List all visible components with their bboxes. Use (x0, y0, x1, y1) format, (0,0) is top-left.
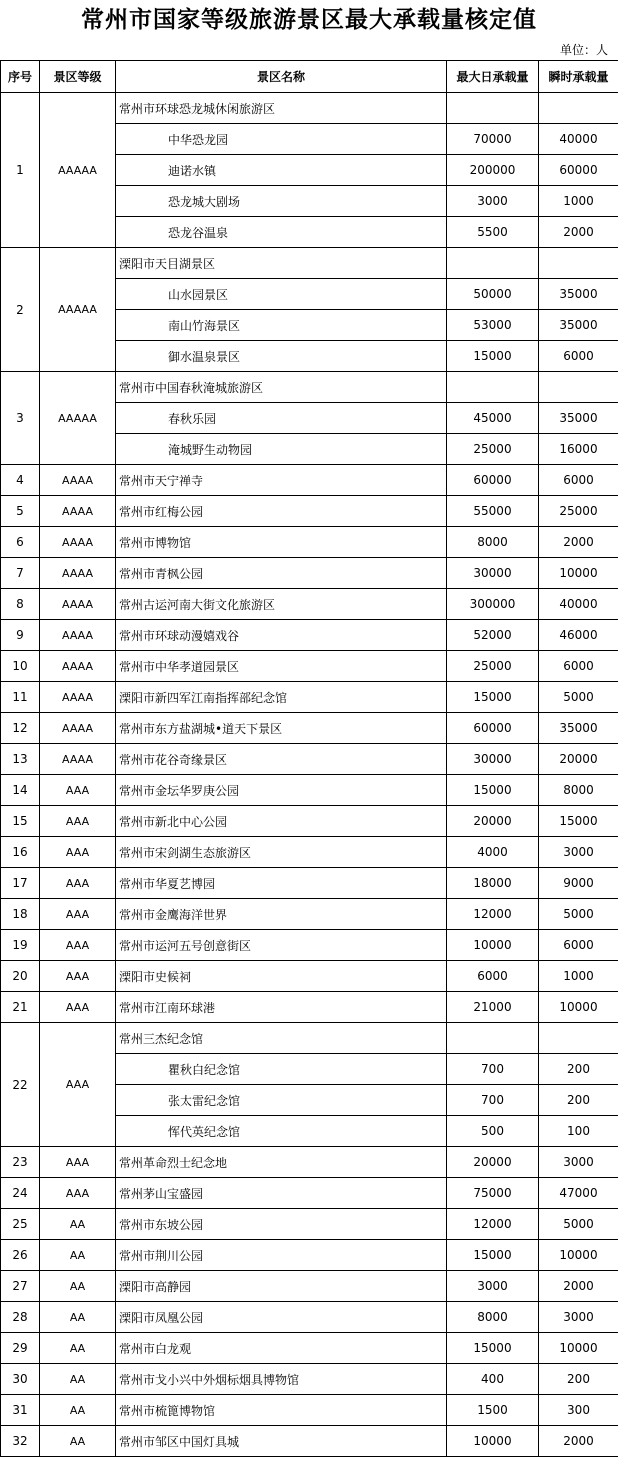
row-grade: AAAAA (40, 93, 116, 248)
row-number: 4 (1, 465, 40, 496)
max-daily-capacity: 8000 (447, 1302, 539, 1333)
row-number: 25 (1, 1209, 40, 1240)
instant-capacity: 35000 (539, 310, 618, 341)
row-number: 12 (1, 713, 40, 744)
table-row (1, 1333, 618, 1364)
unit-label: 单位：人 (559, 43, 608, 57)
table-row (1, 806, 618, 837)
max-daily-capacity: 30000 (447, 558, 539, 589)
row-number: 28 (1, 1302, 40, 1333)
scenic-area-name: 常州市青枫公园 (116, 558, 447, 589)
max-daily-capacity: 30000 (447, 744, 539, 775)
max-daily-capacity: 10000 (447, 1426, 539, 1457)
scenic-area-name: 常州市天宁禅寺 (116, 465, 447, 496)
sub-area-name: 山水园景区 (116, 279, 447, 310)
table-row (1, 1364, 618, 1395)
row-number: 3 (1, 372, 40, 465)
scenic-area-name: 常州茅山宝盛园 (116, 1178, 447, 1209)
max-daily-capacity: 500 (447, 1116, 539, 1147)
row-grade: AAAA (40, 651, 116, 682)
max-daily-capacity: 15000 (447, 775, 539, 806)
instant-capacity: 6000 (539, 930, 618, 961)
scenic-area-name: 溧阳市新四军江南指挥部纪念馆 (116, 682, 447, 713)
instant-capacity (539, 248, 618, 279)
table-row (1, 899, 618, 930)
row-grade: AAA (40, 899, 116, 930)
table-row (1, 868, 618, 899)
max-daily-capacity: 12000 (447, 1209, 539, 1240)
max-daily-capacity: 15000 (447, 341, 539, 372)
row-grade: AAA (40, 868, 116, 899)
instant-capacity (539, 372, 618, 403)
instant-capacity: 8000 (539, 775, 618, 806)
table-row (1, 465, 618, 496)
max-daily-capacity: 21000 (447, 992, 539, 1023)
instant-capacity: 15000 (539, 806, 618, 837)
row-number: 14 (1, 775, 40, 806)
table-row (1, 1178, 618, 1209)
scenic-area-name: 溧阳市凤凰公园 (116, 1302, 447, 1333)
row-number: 9 (1, 620, 40, 651)
instant-capacity: 1000 (539, 961, 618, 992)
sub-area-name: 张太雷纪念馆 (116, 1085, 447, 1116)
scenic-area-name: 常州市红梅公园 (116, 496, 447, 527)
page-title: 常州市国家等级旅游景区最大承载量核定值 (81, 6, 537, 33)
row-number: 13 (1, 744, 40, 775)
row-grade: AAAA (40, 496, 116, 527)
instant-capacity: 5000 (539, 1209, 618, 1240)
row-number: 17 (1, 868, 40, 899)
max-daily-capacity: 700 (447, 1085, 539, 1116)
row-grade: AAA (40, 837, 116, 868)
instant-capacity: 200 (539, 1054, 618, 1085)
header-name: 景区名称 (116, 61, 447, 93)
row-grade: AAAA (40, 744, 116, 775)
instant-capacity: 16000 (539, 434, 618, 465)
instant-capacity: 5000 (539, 899, 618, 930)
max-daily-capacity: 300000 (447, 589, 539, 620)
instant-capacity: 10000 (539, 558, 618, 589)
row-number: 20 (1, 961, 40, 992)
scenic-area-name: 常州市江南环球港 (116, 992, 447, 1023)
scenic-area-name: 常州市东方盐湖城•道天下景区 (116, 713, 447, 744)
scenic-area-name: 常州市东坡公园 (116, 1209, 447, 1240)
table-row (1, 1209, 618, 1240)
scenic-area-name: 溧阳市天目湖景区 (116, 248, 447, 279)
instant-capacity (539, 1023, 618, 1054)
scenic-area-name: 常州市中华孝道园景区 (116, 651, 447, 682)
scenic-area-name: 常州市中国春秋淹城旅游区 (116, 372, 447, 403)
scenic-area-name: 常州市戈小兴中外烟标烟具博物馆 (116, 1364, 447, 1395)
sub-area-name: 瞿秋白纪念馆 (116, 1054, 447, 1085)
scenic-area-name: 常州市荆川公园 (116, 1240, 447, 1271)
table-row (1, 93, 618, 124)
max-daily-capacity: 18000 (447, 868, 539, 899)
max-daily-capacity: 75000 (447, 1178, 539, 1209)
row-number: 30 (1, 1364, 40, 1395)
capacity-table (0, 60, 618, 1457)
instant-capacity: 35000 (539, 713, 618, 744)
instant-capacity: 100 (539, 1116, 618, 1147)
instant-capacity: 35000 (539, 279, 618, 310)
scenic-area-name: 常州革命烈士纪念地 (116, 1147, 447, 1178)
row-number: 29 (1, 1333, 40, 1364)
max-daily-capacity: 4000 (447, 837, 539, 868)
instant-capacity: 3000 (539, 837, 618, 868)
table-row (1, 961, 618, 992)
scenic-area-name: 常州市华夏艺博园 (116, 868, 447, 899)
row-grade: AA (40, 1426, 116, 1457)
max-daily-capacity: 25000 (447, 651, 539, 682)
table-row (1, 248, 618, 279)
row-number: 22 (1, 1023, 40, 1147)
row-number: 15 (1, 806, 40, 837)
sub-area-name: 南山竹海景区 (116, 310, 447, 341)
scenic-area-name: 常州三杰纪念馆 (116, 1023, 447, 1054)
instant-capacity: 5000 (539, 682, 618, 713)
instant-capacity: 20000 (539, 744, 618, 775)
instant-capacity: 40000 (539, 124, 618, 155)
instant-capacity: 46000 (539, 620, 618, 651)
row-grade: AAA (40, 961, 116, 992)
row-grade: AAAAA (40, 248, 116, 372)
scenic-area-name: 常州市白龙观 (116, 1333, 447, 1364)
table-row (1, 837, 618, 868)
table-row (1, 1395, 618, 1426)
scenic-area-name: 常州市新北中心公园 (116, 806, 447, 837)
sub-area-name: 恐龙谷温泉 (116, 217, 447, 248)
max-daily-capacity: 20000 (447, 806, 539, 837)
instant-capacity: 200 (539, 1364, 618, 1395)
scenic-area-name: 常州市宋剑湖生态旅游区 (116, 837, 447, 868)
row-grade: AAA (40, 930, 116, 961)
max-daily-capacity: 5500 (447, 217, 539, 248)
instant-capacity: 2000 (539, 1426, 618, 1457)
scenic-area-name: 常州市环球动漫嬉戏谷 (116, 620, 447, 651)
row-grade: AAA (40, 806, 116, 837)
instant-capacity: 200 (539, 1085, 618, 1116)
row-grade: AAA (40, 775, 116, 806)
scenic-area-name: 常州市金坛华罗庚公园 (116, 775, 447, 806)
row-number: 19 (1, 930, 40, 961)
max-daily-capacity: 15000 (447, 1333, 539, 1364)
table-row (1, 713, 618, 744)
scenic-area-name: 常州市花谷奇缘景区 (116, 744, 447, 775)
instant-capacity: 6000 (539, 651, 618, 682)
max-daily-capacity: 6000 (447, 961, 539, 992)
max-daily-capacity: 1500 (447, 1395, 539, 1426)
instant-capacity (539, 93, 618, 124)
row-grade: AAA (40, 992, 116, 1023)
row-number: 31 (1, 1395, 40, 1426)
row-grade: AA (40, 1302, 116, 1333)
max-daily-capacity: 15000 (447, 682, 539, 713)
table-row (1, 558, 618, 589)
instant-capacity: 40000 (539, 589, 618, 620)
max-daily-capacity: 400 (447, 1364, 539, 1395)
row-grade: AA (40, 1395, 116, 1426)
row-grade: AA (40, 1333, 116, 1364)
instant-capacity: 10000 (539, 992, 618, 1023)
max-daily-capacity (447, 1023, 539, 1054)
table-row (1, 930, 618, 961)
max-daily-capacity: 50000 (447, 279, 539, 310)
row-grade: AAAA (40, 558, 116, 589)
row-number: 16 (1, 837, 40, 868)
table-row (1, 620, 618, 651)
scenic-area-name: 常州市邹区中国灯具城 (116, 1426, 447, 1457)
table-row (1, 527, 618, 558)
row-grade: AAAAA (40, 372, 116, 465)
max-daily-capacity: 52000 (447, 620, 539, 651)
table-row (1, 1271, 618, 1302)
table-row (1, 775, 618, 806)
scenic-area-name: 常州市环球恐龙城休闲旅游区 (116, 93, 447, 124)
max-daily-capacity: 20000 (447, 1147, 539, 1178)
row-number: 1 (1, 93, 40, 248)
max-daily-capacity: 53000 (447, 310, 539, 341)
scenic-area-name: 溧阳市史候祠 (116, 961, 447, 992)
row-number: 32 (1, 1426, 40, 1457)
table-body (1, 93, 618, 1457)
sub-area-name: 中华恐龙园 (116, 124, 447, 155)
instant-capacity: 35000 (539, 403, 618, 434)
max-daily-capacity: 3000 (447, 186, 539, 217)
sub-area-name: 恽代英纪念馆 (116, 1116, 447, 1147)
row-grade: AA (40, 1240, 116, 1271)
sub-area-name: 御水温泉景区 (116, 341, 447, 372)
instant-capacity: 9000 (539, 868, 618, 899)
instant-capacity: 6000 (539, 465, 618, 496)
row-number: 23 (1, 1147, 40, 1178)
sub-area-name: 春秋乐园 (116, 403, 447, 434)
table-row (1, 1426, 618, 1457)
max-daily-capacity: 3000 (447, 1271, 539, 1302)
instant-capacity: 6000 (539, 341, 618, 372)
row-grade: AAAA (40, 682, 116, 713)
scenic-area-name: 常州市博物馆 (116, 527, 447, 558)
table-row (1, 744, 618, 775)
max-daily-capacity: 8000 (447, 527, 539, 558)
row-number: 2 (1, 248, 40, 372)
row-number: 27 (1, 1271, 40, 1302)
row-grade: AAAA (40, 527, 116, 558)
table-row (1, 992, 618, 1023)
max-daily-capacity: 60000 (447, 465, 539, 496)
header-grade: 景区等级 (40, 61, 116, 93)
row-number: 6 (1, 527, 40, 558)
max-daily-capacity: 55000 (447, 496, 539, 527)
row-grade: AA (40, 1271, 116, 1302)
max-daily-capacity (447, 93, 539, 124)
max-daily-capacity (447, 372, 539, 403)
instant-capacity: 47000 (539, 1178, 618, 1209)
max-daily-capacity: 12000 (447, 899, 539, 930)
table-row (1, 372, 618, 403)
row-number: 24 (1, 1178, 40, 1209)
instant-capacity: 2000 (539, 217, 618, 248)
row-number: 26 (1, 1240, 40, 1271)
max-daily-capacity: 60000 (447, 713, 539, 744)
max-daily-capacity: 15000 (447, 1240, 539, 1271)
row-number: 21 (1, 992, 40, 1023)
scenic-area-name: 常州市运河五号创意街区 (116, 930, 447, 961)
instant-capacity: 1000 (539, 186, 618, 217)
row-grade: AAAA (40, 713, 116, 744)
instant-capacity: 2000 (539, 527, 618, 558)
instant-capacity: 2000 (539, 1271, 618, 1302)
scenic-area-name: 常州市金鹰海洋世界 (116, 899, 447, 930)
scenic-area-name: 常州古运河南大街文化旅游区 (116, 589, 447, 620)
table-row (1, 1240, 618, 1271)
scenic-area-name: 溧阳市高静园 (116, 1271, 447, 1302)
table-row (1, 589, 618, 620)
table-header-row (1, 61, 618, 93)
max-daily-capacity: 200000 (447, 155, 539, 186)
header-instant: 瞬时承载量 (539, 61, 618, 93)
row-number: 10 (1, 651, 40, 682)
table-row (1, 682, 618, 713)
row-grade: AAA (40, 1023, 116, 1147)
max-daily-capacity: 25000 (447, 434, 539, 465)
sub-area-name: 迪诺水镇 (116, 155, 447, 186)
table-row (1, 651, 618, 682)
instant-capacity: 10000 (539, 1240, 618, 1271)
instant-capacity: 3000 (539, 1302, 618, 1333)
sub-area-name: 淹城野生动物园 (116, 434, 447, 465)
scenic-area-name: 常州市梳篦博物馆 (116, 1395, 447, 1426)
row-grade: AAA (40, 1178, 116, 1209)
table-row (1, 1023, 618, 1054)
instant-capacity: 10000 (539, 1333, 618, 1364)
table-row (1, 1147, 618, 1178)
row-number: 11 (1, 682, 40, 713)
row-grade: AA (40, 1209, 116, 1240)
max-daily-capacity: 10000 (447, 930, 539, 961)
instant-capacity: 300 (539, 1395, 618, 1426)
row-grade: AAAA (40, 465, 116, 496)
row-grade: AA (40, 1364, 116, 1395)
row-number: 18 (1, 899, 40, 930)
instant-capacity: 25000 (539, 496, 618, 527)
instant-capacity: 3000 (539, 1147, 618, 1178)
row-number: 5 (1, 496, 40, 527)
table-row (1, 1302, 618, 1333)
row-grade: AAA (40, 1147, 116, 1178)
max-daily-capacity (447, 248, 539, 279)
header-no: 序号 (1, 61, 40, 93)
header-daily: 最大日承载量 (447, 61, 539, 93)
row-number: 8 (1, 589, 40, 620)
row-grade: AAAA (40, 620, 116, 651)
instant-capacity: 60000 (539, 155, 618, 186)
max-daily-capacity: 45000 (447, 403, 539, 434)
sub-area-name: 恐龙城大剧场 (116, 186, 447, 217)
max-daily-capacity: 700 (447, 1054, 539, 1085)
row-number: 7 (1, 558, 40, 589)
table-row (1, 496, 618, 527)
row-grade: AAAA (40, 589, 116, 620)
max-daily-capacity: 70000 (447, 124, 539, 155)
